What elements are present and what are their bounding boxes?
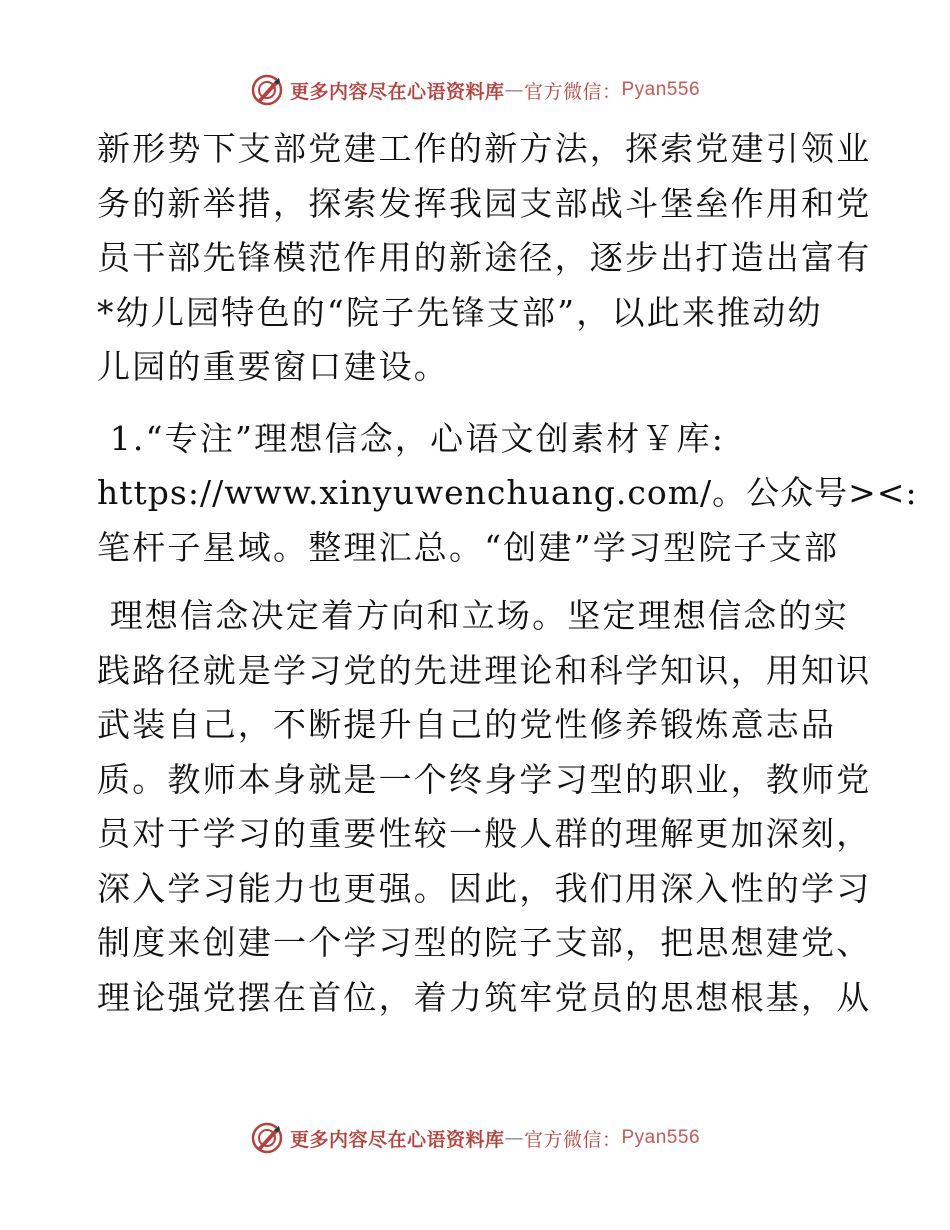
paragraph-3 [97, 589, 872, 1025]
text-line: 新形势下支部党建工作的新方法，探索党建引领业 [97, 129, 872, 168]
text-line: 武装自己，不断提升自己的党性修养锻炼意志品 [97, 705, 837, 744]
banner-wechat-label: 官方微信： [523, 1128, 622, 1151]
text-line: 深入学习能力也更强。因此，我们用深入性的学习 [97, 868, 872, 908]
banner-separator: — [504, 1127, 524, 1149]
banner-wechat-id: Pyan556 [621, 1127, 701, 1148]
paragraph-2 [97, 412, 918, 576]
text-line: 理想信念决定着方向和立场。坚定理想信念的实 [97, 596, 849, 635]
text-line: 理论强党摆在首位，着力筑牢党员的思想根基，从 [97, 977, 872, 1017]
text-line: 员对于学习的重要性较一般人群的理解更加深刻， [97, 814, 872, 853]
text-line: *幼儿园特色的“院子先锋支部”，以此来推动幼 [97, 292, 823, 332]
text-line: 务的新举措，探索发挥我园支部战斗堡垒作用和党 [97, 183, 872, 223]
banner-wechat-id: Pyan556 [621, 79, 701, 100]
footer-banner [0, 1118, 950, 1158]
text-line: 笔杆子星域。整理汇总。“创建”学习型院子支部 [97, 527, 840, 567]
pen-logo-icon [250, 73, 284, 107]
banner-brand: 更多内容尽在心语资料库 [289, 80, 505, 103]
banner-brand: 更多内容尽在心语资料库 [289, 1128, 505, 1151]
pen-logo-icon [250, 1121, 284, 1155]
header-banner [0, 70, 950, 110]
document-body [97, 122, 918, 1025]
text-line: 儿园的重要窗口建设。 [97, 347, 449, 386]
text-line: 制度来创建一个学习型的院子支部，把思想建党、 [97, 923, 872, 962]
text-line: 1.“专注”理想信念，心语文创素材￥库: [97, 418, 726, 458]
banner-separator: — [504, 79, 524, 101]
banner-wechat-label: 官方微信： [523, 80, 622, 103]
text-line: https://www.xinyuwenchuang.com/。公众号><: [97, 473, 918, 512]
text-line: 员干部先锋模范作用的新途径，逐步出打造出富有 [97, 238, 872, 277]
text-line: 践路径就是学习党的先进理论和科学知识，用知识 [97, 650, 872, 690]
paragraph-1 [97, 122, 872, 395]
text-line: 质。教师本身就是一个终身学习型的职业，教师党 [97, 759, 872, 799]
